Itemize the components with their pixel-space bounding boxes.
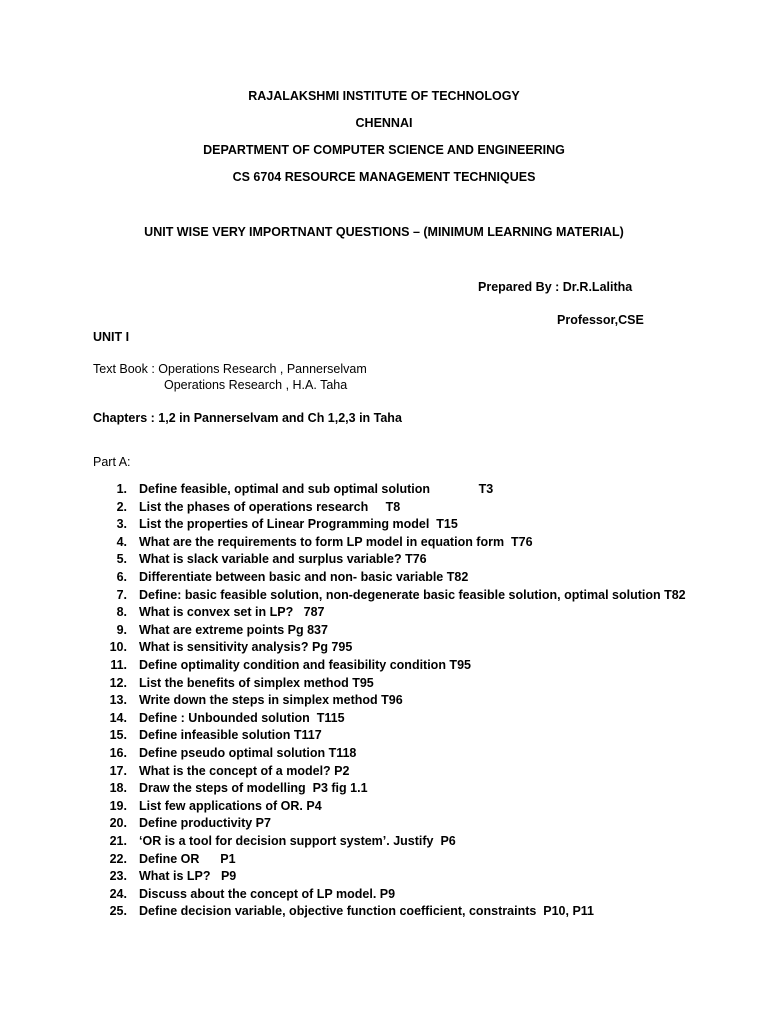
question-text: Define decision variable, objective function coefficient, constraints P10, P11 <box>139 904 594 918</box>
question-number: 13. <box>109 693 127 707</box>
question-text: List the phases of operations research T8 <box>139 500 401 514</box>
institute-name: RAJALAKSHMI INSTITUTE OF TECHNOLOGY <box>248 89 520 103</box>
question-number: 21. <box>109 834 127 848</box>
question-text: Define productivity P7 <box>139 816 271 830</box>
question-text: Define feasible, optimal and sub optimal solution T3 <box>139 482 494 496</box>
question-text: Discuss about the concept of LP model. P9 <box>139 887 396 901</box>
question-number: 6. <box>116 570 127 584</box>
question-number: 22. <box>109 852 127 866</box>
question-number: 19. <box>109 799 127 813</box>
question-number: 11. <box>110 658 127 672</box>
question-number: 2. <box>116 500 127 514</box>
question-number: 23. <box>109 869 127 883</box>
question-number: 7. <box>116 588 127 602</box>
chapters-line: Chapters : 1,2 in Pannerselvam and Ch 1,2,3 in Taha <box>93 411 402 425</box>
question-text: Define infeasible solution T117 <box>139 728 322 742</box>
question-number: 10. <box>109 640 127 654</box>
course-title: CS 6704 RESOURCE MANAGEMENT TECHNIQUES <box>232 170 536 184</box>
question-text: List the properties of Linear Programming model T15 <box>139 517 458 531</box>
question-number: 15. <box>109 728 127 742</box>
question-text: List few applications of OR. P4 <box>139 799 322 813</box>
question-number: 14. <box>109 711 127 725</box>
question-text: Define optimality condition and feasibility condition T95 <box>139 658 471 672</box>
question-text: ‘OR is a tool for decision support system’. Justify P6 <box>139 834 456 848</box>
question-text: What is sensitivity analysis? Pg 795 <box>139 640 353 654</box>
question-number: 24. <box>109 887 127 901</box>
question-number: 4. <box>116 535 127 549</box>
city-name: CHENNAI <box>355 116 413 130</box>
textbook-line-1: Text Book : Operations Research , Pannerselvam <box>93 362 367 376</box>
question-text: Differentiate between basic and non- basic variable T82 <box>139 570 469 584</box>
question-text: What is slack variable and surplus variable? T76 <box>139 552 427 566</box>
question-text: List the benefits of simplex method T95 <box>139 676 374 690</box>
question-number: 25. <box>109 904 127 918</box>
unit-title: UNIT I <box>93 330 130 344</box>
designation: Professor,CSE <box>557 313 644 327</box>
question-number: 8. <box>116 605 127 619</box>
question-number: 20. <box>109 816 127 830</box>
question-number: 1. <box>116 482 127 496</box>
department-name: DEPARTMENT OF COMPUTER SCIENCE AND ENGINEERING <box>203 143 565 157</box>
question-text: Write down the steps in simplex method T96 <box>139 693 403 707</box>
question-text: What is convex set in LP? 787 <box>139 605 325 619</box>
question-text: Draw the steps of modelling P3 fig 1.1 <box>139 781 368 795</box>
question-number: 16. <box>109 746 127 760</box>
question-text: What is the concept of a model? P2 <box>139 764 350 778</box>
question-text: What is LP? P9 <box>139 869 237 883</box>
question-text: Define: basic feasible solution, non-degenerate basic feasible solution, optimal solution T82 <box>139 588 686 602</box>
question-number: 12. <box>109 676 127 690</box>
question-number: 5. <box>116 552 127 566</box>
prepared-by: Prepared By : Dr.R.Lalitha <box>478 280 633 294</box>
document-subtitle: UNIT WISE VERY IMPORTNANT QUESTIONS – (MINIMUM LEARNING MATERIAL) <box>144 225 624 239</box>
question-number: 3. <box>116 517 127 531</box>
question-number: 9. <box>116 623 127 637</box>
textbook-line-2: Operations Research , H.A. Taha <box>164 378 348 392</box>
question-text: Define pseudo optimal solution T118 <box>139 746 357 760</box>
question-number: 18. <box>109 781 127 795</box>
question-text: Define : Unbounded solution T115 <box>139 711 345 725</box>
question-text: Define OR P1 <box>139 852 236 866</box>
part-heading: Part A: <box>93 455 131 469</box>
question-text: What are extreme points Pg 837 <box>139 623 328 637</box>
question-number: 17. <box>109 764 127 778</box>
question-text: What are the requirements to form LP model in equation form T76 <box>139 535 533 549</box>
